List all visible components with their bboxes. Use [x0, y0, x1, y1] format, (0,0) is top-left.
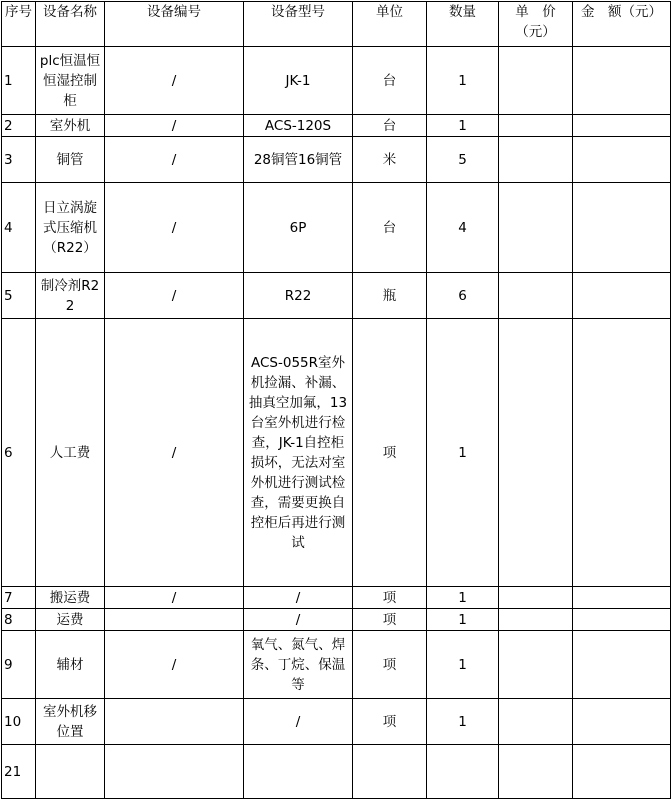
cell-amount [573, 587, 671, 609]
cell-code [105, 609, 244, 631]
cell-amount [573, 47, 671, 115]
cell-price [499, 47, 573, 115]
cell-qty: 6 [427, 273, 499, 319]
header-index: 序号 [2, 2, 36, 47]
cell-qty: 1 [427, 115, 499, 137]
cell-model: 28铜管16铜管 [244, 137, 353, 183]
cell-price [499, 699, 573, 745]
cell-code: / [105, 183, 244, 273]
cell-name: 人工费 [36, 319, 105, 587]
table-header-row [2, 2, 671, 47]
cell-code: / [105, 115, 244, 137]
table-row [2, 115, 671, 137]
cell-qty [427, 745, 499, 799]
cell-price [499, 745, 573, 799]
cell-index: 6 [2, 319, 36, 587]
cell-name: plc恒温恒恒湿控制柜 [36, 47, 105, 115]
cell-price [499, 631, 573, 699]
cell-index: 3 [2, 137, 36, 183]
cell-model: ACS-055R室外机捡漏、补漏、抽真空加氟，13台室外机进行检查，JK-1自控柜损坏，无法对室外机进行测试检查，需要更换自控柜后再进行测试 [244, 319, 353, 587]
table-row [2, 137, 671, 183]
cell-name: 室外机移位置 [36, 699, 105, 745]
cell-index: 4 [2, 183, 36, 273]
table-row [2, 47, 671, 115]
cell-amount [573, 699, 671, 745]
cell-price [499, 137, 573, 183]
cell-unit [353, 745, 427, 799]
quotation-table [1, 1, 671, 799]
header-code: 设备编号 [105, 2, 244, 47]
cell-model: / [244, 609, 353, 631]
cell-qty: 1 [427, 587, 499, 609]
cell-code: / [105, 319, 244, 587]
table-row [2, 183, 671, 273]
cell-unit: 项 [353, 631, 427, 699]
table-row [2, 699, 671, 745]
cell-unit: 项 [353, 609, 427, 631]
cell-model: / [244, 699, 353, 745]
cell-amount [573, 631, 671, 699]
cell-name: 运费 [36, 609, 105, 631]
cell-qty: 1 [427, 631, 499, 699]
cell-unit: 项 [353, 587, 427, 609]
cell-name: 铜管 [36, 137, 105, 183]
cell-index: 21 [2, 745, 36, 799]
cell-code: / [105, 47, 244, 115]
cell-qty: 5 [427, 137, 499, 183]
cell-index: 2 [2, 115, 36, 137]
cell-unit: 项 [353, 319, 427, 587]
table-row [2, 609, 671, 631]
cell-price [499, 183, 573, 273]
cell-qty: 1 [427, 319, 499, 587]
cell-index: 10 [2, 699, 36, 745]
cell-name: 制冷剂R22 [36, 273, 105, 319]
cell-price [499, 609, 573, 631]
cell-amount [573, 319, 671, 587]
cell-qty: 1 [427, 699, 499, 745]
cell-index: 8 [2, 609, 36, 631]
cell-name: 搬运费 [36, 587, 105, 609]
cell-name: 日立涡旋式压缩机（R22） [36, 183, 105, 273]
cell-model: 氧气、氮气、焊条、丁烷、保温等 [244, 631, 353, 699]
cell-unit: 米 [353, 137, 427, 183]
cell-amount [573, 273, 671, 319]
cell-model [244, 745, 353, 799]
cell-unit: 台 [353, 183, 427, 273]
header-model: 设备型号 [244, 2, 353, 47]
table-row [2, 631, 671, 699]
header-unit: 单位 [353, 2, 427, 47]
header-name: 设备名称 [36, 2, 105, 47]
cell-model: JK-1 [244, 47, 353, 115]
table-row [2, 745, 671, 799]
cell-price [499, 319, 573, 587]
cell-index: 9 [2, 631, 36, 699]
cell-unit: 台 [353, 47, 427, 115]
cell-index: 5 [2, 273, 36, 319]
cell-price [499, 273, 573, 319]
cell-qty: 1 [427, 47, 499, 115]
cell-amount [573, 137, 671, 183]
cell-unit: 瓶 [353, 273, 427, 319]
cell-model: R22 [244, 273, 353, 319]
cell-code: / [105, 137, 244, 183]
cell-code: / [105, 273, 244, 319]
header-amount: 金 额（元） [573, 2, 671, 47]
cell-name: 室外机 [36, 115, 105, 137]
header-qty: 数量 [427, 2, 499, 47]
cell-model: ACS-120S [244, 115, 353, 137]
cell-amount [573, 183, 671, 273]
cell-model: 6P [244, 183, 353, 273]
cell-qty: 1 [427, 609, 499, 631]
cell-name [36, 745, 105, 799]
cell-name: 辅材 [36, 631, 105, 699]
cell-amount [573, 115, 671, 137]
cell-price [499, 115, 573, 137]
cell-index: 1 [2, 47, 36, 115]
cell-index: 7 [2, 587, 36, 609]
cell-model: / [244, 587, 353, 609]
table-row [2, 319, 671, 587]
cell-amount [573, 745, 671, 799]
header-price: 单 价（元） [499, 2, 573, 47]
table-row [2, 273, 671, 319]
cell-unit: 项 [353, 699, 427, 745]
cell-code [105, 699, 244, 745]
cell-code [105, 745, 244, 799]
cell-amount [573, 609, 671, 631]
table-row [2, 587, 671, 609]
cell-code: / [105, 587, 244, 609]
cell-unit: 台 [353, 115, 427, 137]
cell-code: / [105, 631, 244, 699]
cell-qty: 4 [427, 183, 499, 273]
cell-price [499, 587, 573, 609]
